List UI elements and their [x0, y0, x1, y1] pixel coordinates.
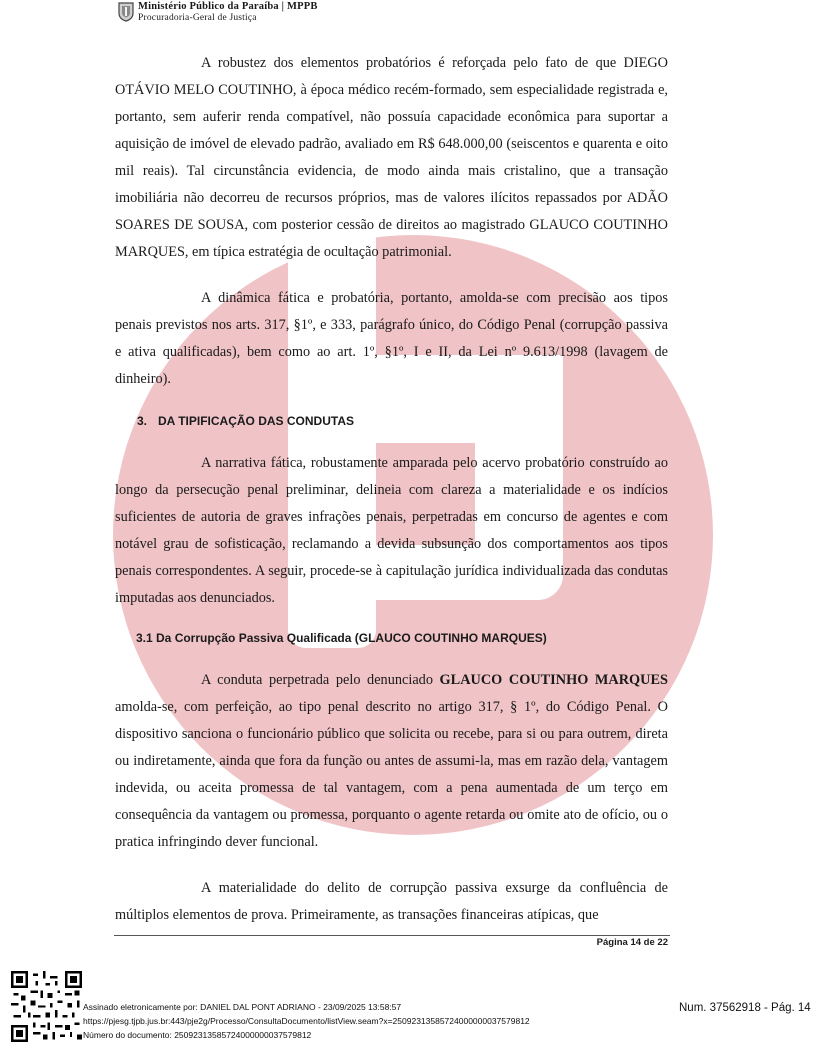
section-number: 3.	[137, 414, 148, 428]
defendant-name: GLAUCO COUTINHO MARQUES	[439, 672, 668, 688]
signature-block	[83, 1000, 530, 1042]
section-title: DA TIPIFICAÇÃO DAS CONDUTAS	[158, 414, 354, 428]
paragraph-text: amolda-se, com perfeição, ao tipo penal descrito no artigo 317, § 1º, do Código Penal. O dispositivo sanciona o funcionário público que solicita ou recebe, para si ou para outrem, direta ou indiretamente, ainda que fora da função ou antes de assumi-la, mas em razão dela, vantagem indevida, ou aceita promessa de tal vantagem, com a pena aumentada de um terço em consequência da vantagem ou promessa, porquanto o agente retarda ou omite ato de ofício, ou o pratica infringindo dever funcional.	[115, 699, 668, 850]
org-unit: Procuradoria-Geral de Justiça	[138, 13, 257, 23]
paragraph-text: A conduta perpetrada pelo denunciado	[201, 672, 440, 688]
paragraph-materiality: A materialidade do delito de corrupção passiva exsurge da confluência de múltiplos elementos de prova. Primeiramente, as transações financeiras atípicas, que	[115, 880, 668, 923]
page-current: 14	[630, 937, 642, 948]
document-number: Número do documento: 25092313585724000000037579812	[83, 1030, 312, 1040]
document-url[interactable]: https://pjesg.tjpb.jus.br:443/pje2g/Processo/ConsultaDocumento/listView.seam?x=25092313585724000000037579812	[83, 1016, 530, 1026]
qr-code-icon[interactable]	[11, 971, 82, 1042]
document-body	[115, 50, 668, 929]
paragraph-conduct	[115, 667, 668, 856]
page-number	[597, 937, 668, 948]
paragraph-legal-framing: A dinâmica fática e probatória, portanto, amolda-se com precisão aos tipos penais previstos nos arts. 317, §1º, e 333, parágrafo único, do Código Penal (corrupção passiva e ativa qualificadas), bem como ao art. 1º, §1º, I e II, da Lei nº 9.613/1998 (lavagem de dinheiro).	[115, 290, 668, 387]
page-middle: de	[641, 937, 658, 948]
page-total: 22	[657, 937, 668, 948]
paragraph-text: A robustez dos elementos probatórios é reforçada pelo fato de que DIEGO OTÁVIO MELO COUTINHO, à época médico recém-formado, sem especialidade registrada e, portanto, sem auferir renda compatível, não possuía capacidade econômica para suportar a aquisição de imóvel de elevado padrão, avaliado em R$ 648.000,00 (seiscentos e quarenta e oito mil reais). Tal circunstância evidencia, de modo ainda mais cristalino, que a transação imobiliária não decorreu de recursos próprios, mas de valores ilícitos repassados por ADÃO SOARES DE SOUSA, com posterior cessão de direitos ao magistrado GLAUCO COUTINHO MARQUES, em típica estratégia de ocultação patrimonial.	[115, 55, 668, 260]
document-reference: Num. 37562918 - Pág. 14	[679, 1002, 811, 1014]
paragraph-narrative: A narrativa fática, robustamente amparada pelo acervo probatório construído ao longo da persecução penal preliminar, delineia com clareza a materialidade e os indícios suficientes de autoria de graves infrações penais, perpetradas em concurso de agentes e com notável grau de sofisticação, reclamando a devida subsunção dos comportamentos aos tipos penais correspondentes. A seguir, procede-se à capitulação jurídica individualizada das condutas imputadas aos denunciados.	[115, 455, 668, 606]
footer-divider	[114, 935, 670, 936]
section-heading-3	[137, 411, 668, 431]
paragraph-patrimony	[115, 50, 668, 266]
coat-of-arms-icon	[117, 2, 135, 22]
org-name: Ministério Público da Paraíba | MPPB	[138, 1, 318, 12]
signed-by: Assinado eletronicamente por: DANIEL DAL PONT ADRIANO - 23/09/2025 13:58:57	[83, 1002, 402, 1012]
page-prefix: Página	[596, 937, 631, 948]
subsection-heading-3-1: 3.1 Da Corrupção Passiva Qualificada (GLAUCO COUTINHO MARQUES)	[136, 631, 547, 645]
